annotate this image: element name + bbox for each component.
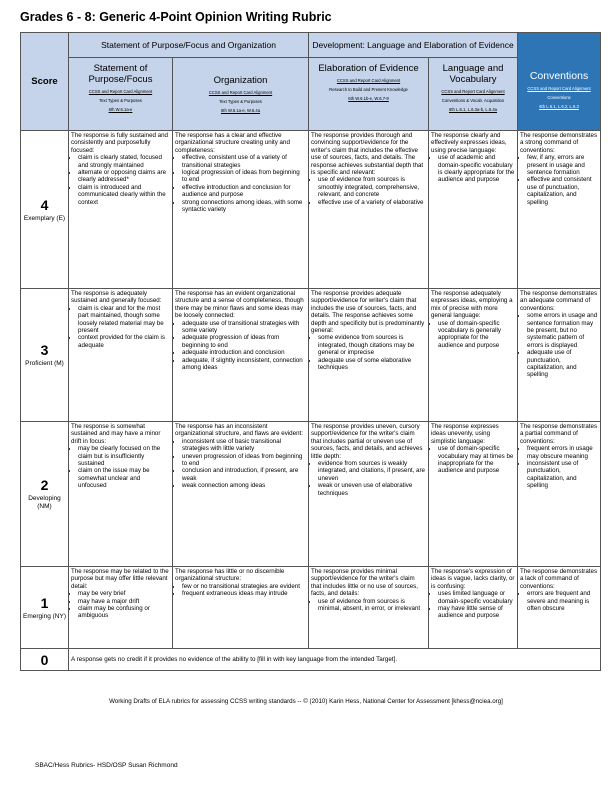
score-cell: 1 Emerging (NY): [21, 567, 69, 649]
criteria-cell: The response has an evident organizational structure and a sense of completeness, though there may be minor flaws and some ideas may be loosely connected: • adequate use of transitional strategies with some variety • adequate progression of ideas from beginning to end • adequate introduction and conclusion • adequate, if slightly inconsistent, connection among ideas: [173, 289, 309, 422]
rubric-row-1: [21, 567, 601, 649]
criteria-cell: The response provides thorough and convincing support/evidence for the writer's claim that includes the effective use of sources, facts, and details. The response achieves substantial depth that is specific and relevant: • use of evidence from sources is smoothly integrated, comprehensive, relevant, and concrete • effective use of a variety of elaborative: [309, 131, 429, 289]
column-header-elaboration: Elaboration of Evidence CCSS and Report Card Alignment Research to Build and Present Knowledge 6th W.6.1b-e, W.6.7-9: [309, 58, 429, 131]
criteria-cell: The response's expression of ideas is vague, lacks clarity, or is confusing: • uses limited language or domain-specific vocabulary • may have little sense of audience and purpose: [429, 567, 518, 649]
score-cell: 3 Proficient (M): [21, 289, 69, 422]
criteria-cell: The response has a clear and effective organizational structure creating unity and completeness: • effective, consistent use of a variety of transitional strategies • logical progression of ideas from beginning to end • effective introduction and conclusion for audience and purpose • strong connections among ideas, with some syntactic variety: [173, 131, 309, 289]
group-header-purpose-organization: Statement of Purpose/Focus and Organization: [69, 33, 309, 58]
rubric-row-3: [21, 289, 601, 422]
criteria-cell: The response has little or no discernible organizational structure: • few or no transitional strategies are evident • frequent extraneous ideas may intrude: [173, 567, 309, 649]
group-header-development: Development: Language and Elaboration of Evidence: [309, 33, 518, 58]
rubric-row-4: [21, 131, 601, 289]
criteria-cell: The response expresses ideas unevenly, using simplistic language: • use of domain-specific vocabulary may at times be inappropriate for the audience and purpose: [429, 422, 518, 567]
page-title: Grades 6 - 8: Generic 4-Point Opinion Writing Rubric: [20, 10, 332, 24]
score-cell: 2 Developing (NM): [21, 422, 69, 567]
criteria-cell: The response has an inconsistent organizational structure, and flaws are evident: • inconsistent use of basic transitional strategies with little variety • uneven progression of ideas from beginning to end • conclusion and introduction, if present, are weak • weak connection among ideas: [173, 422, 309, 567]
column-header-language-vocabulary: Language and Vocabulary CCSS and Report Card Alignment Conventions & Vocab. Acquisition 6th L.6.1, L.6.3a-b, L.6.4a: [429, 58, 518, 131]
rubric-row-2: [21, 422, 601, 567]
score-header: Score: [21, 33, 69, 131]
score-cell: 0: [21, 649, 69, 671]
criteria-cell: The response provides uneven, cursory support/evidence for the writer's claim that includes partial or uneven use of sources, facts, and details, and achieves little depth: • evidence from sources is weakly integrated, and citations, if present, are uneven • weak or uneven use of elaborative techniques: [309, 422, 429, 567]
criteria-cell: The response provides adequate support/evidence for writer's claim that includes the use of sources, facts, and details. The response achieves some depth and specificity but is predominantly general: • some evidence from sources is integrated, though citations may be general or imprecise • adequate use of some elaborative techniques: [309, 289, 429, 422]
sbac-credit: SBAC/Hess Rubrics- HSD/OSP Susan Richmond: [35, 762, 178, 769]
criteria-cell: The response is somewhat sustained and may have a minor drift in focus: • may be clearly focused on the claim but is insufficiently sustained • claim on the issue may be somewhat unclear and unfocused: [69, 422, 173, 567]
footer-credit: Working Drafts of ELA rubrics for assessing CCSS writing standards -- © (2010) Karin Hess, National Center for Assessment [khess@nciea.org]: [109, 698, 503, 705]
column-header-organization: Organization CCSS and Report Card Alignment Text Types & Purposes 6th W.6.1a-e, W.6.4a: [173, 58, 309, 131]
score-cell: 4 Exemplary (E): [21, 131, 69, 289]
criteria-cell: The response clearly and effectively expresses ideas, using precise language: • use of academic and domain-specific vocabulary is clearly appropriate for the audience and purpose: [429, 131, 518, 289]
column-header-conventions: Conventions CCSS and Report Card Alignment Conventions 6th L.6.1, L.6.2, L.6.3: [518, 33, 601, 131]
criteria-cell: The response demonstrates a lack of command of conventions: • errors are frequent and severe and meaning is often obscure: [518, 567, 601, 649]
criteria-cell: The response is adequately sustained and generally focused: • claim is clear and for the most part maintained, though some loosely related material may be present • context provided for the claim is adequate: [69, 289, 173, 422]
column-header-purpose-focus: Statement of Purpose/Focus CCSS and Report Card Alignment Text Types & Purposes 6th W.6.1a-e: [69, 58, 173, 131]
zero-score-description: A response gets no credit if it provides no evidence of the ability to [fill in with key language from the intended Target].: [69, 649, 601, 671]
criteria-cell: The response is fully sustained and consistently and purposefully focused: • claim is clearly stated, focused and strongly maintained • alternate or opposing claims are clearly addressed* • claim is introduced and communicated clearly within the context: [69, 131, 173, 289]
rubric-table: [20, 32, 601, 671]
criteria-cell: The response provides minimal support/evidence for the writer's claim that includes little or no use of sources, facts, and details: • use of evidence from sources is minimal, absent, in error, or irrelevant: [309, 567, 429, 649]
rubric-row-0: [21, 649, 601, 671]
criteria-cell: The response demonstrates an adequate command of conventions: • some errors in usage and sentence formation may be present, but no systematic pattern of errors is displayed • adequate use of punctuation, capitalization, and spelling: [518, 289, 601, 422]
criteria-cell: The response demonstrates a partial command of conventions: • frequent errors in usage may obscure meaning • inconsistent use of punctuation, capitalization, and spelling: [518, 422, 601, 567]
criteria-cell: The response adequately expresses ideas, employing a mix of precise with more general language: • use of domain-specific vocabulary is generally appropriate for the audience and purpose: [429, 289, 518, 422]
criteria-cell: The response may be related to the purpose but may offer little relevant detail: • may be very brief • may have a major drift • claim may be confusing or ambiguous: [69, 567, 173, 649]
criteria-cell: The response demonstrates a strong command of conventions: • few, if any, errors are present in usage and sentence formation • effective and consistent use of punctuation, capitalization, and spelling: [518, 131, 601, 289]
